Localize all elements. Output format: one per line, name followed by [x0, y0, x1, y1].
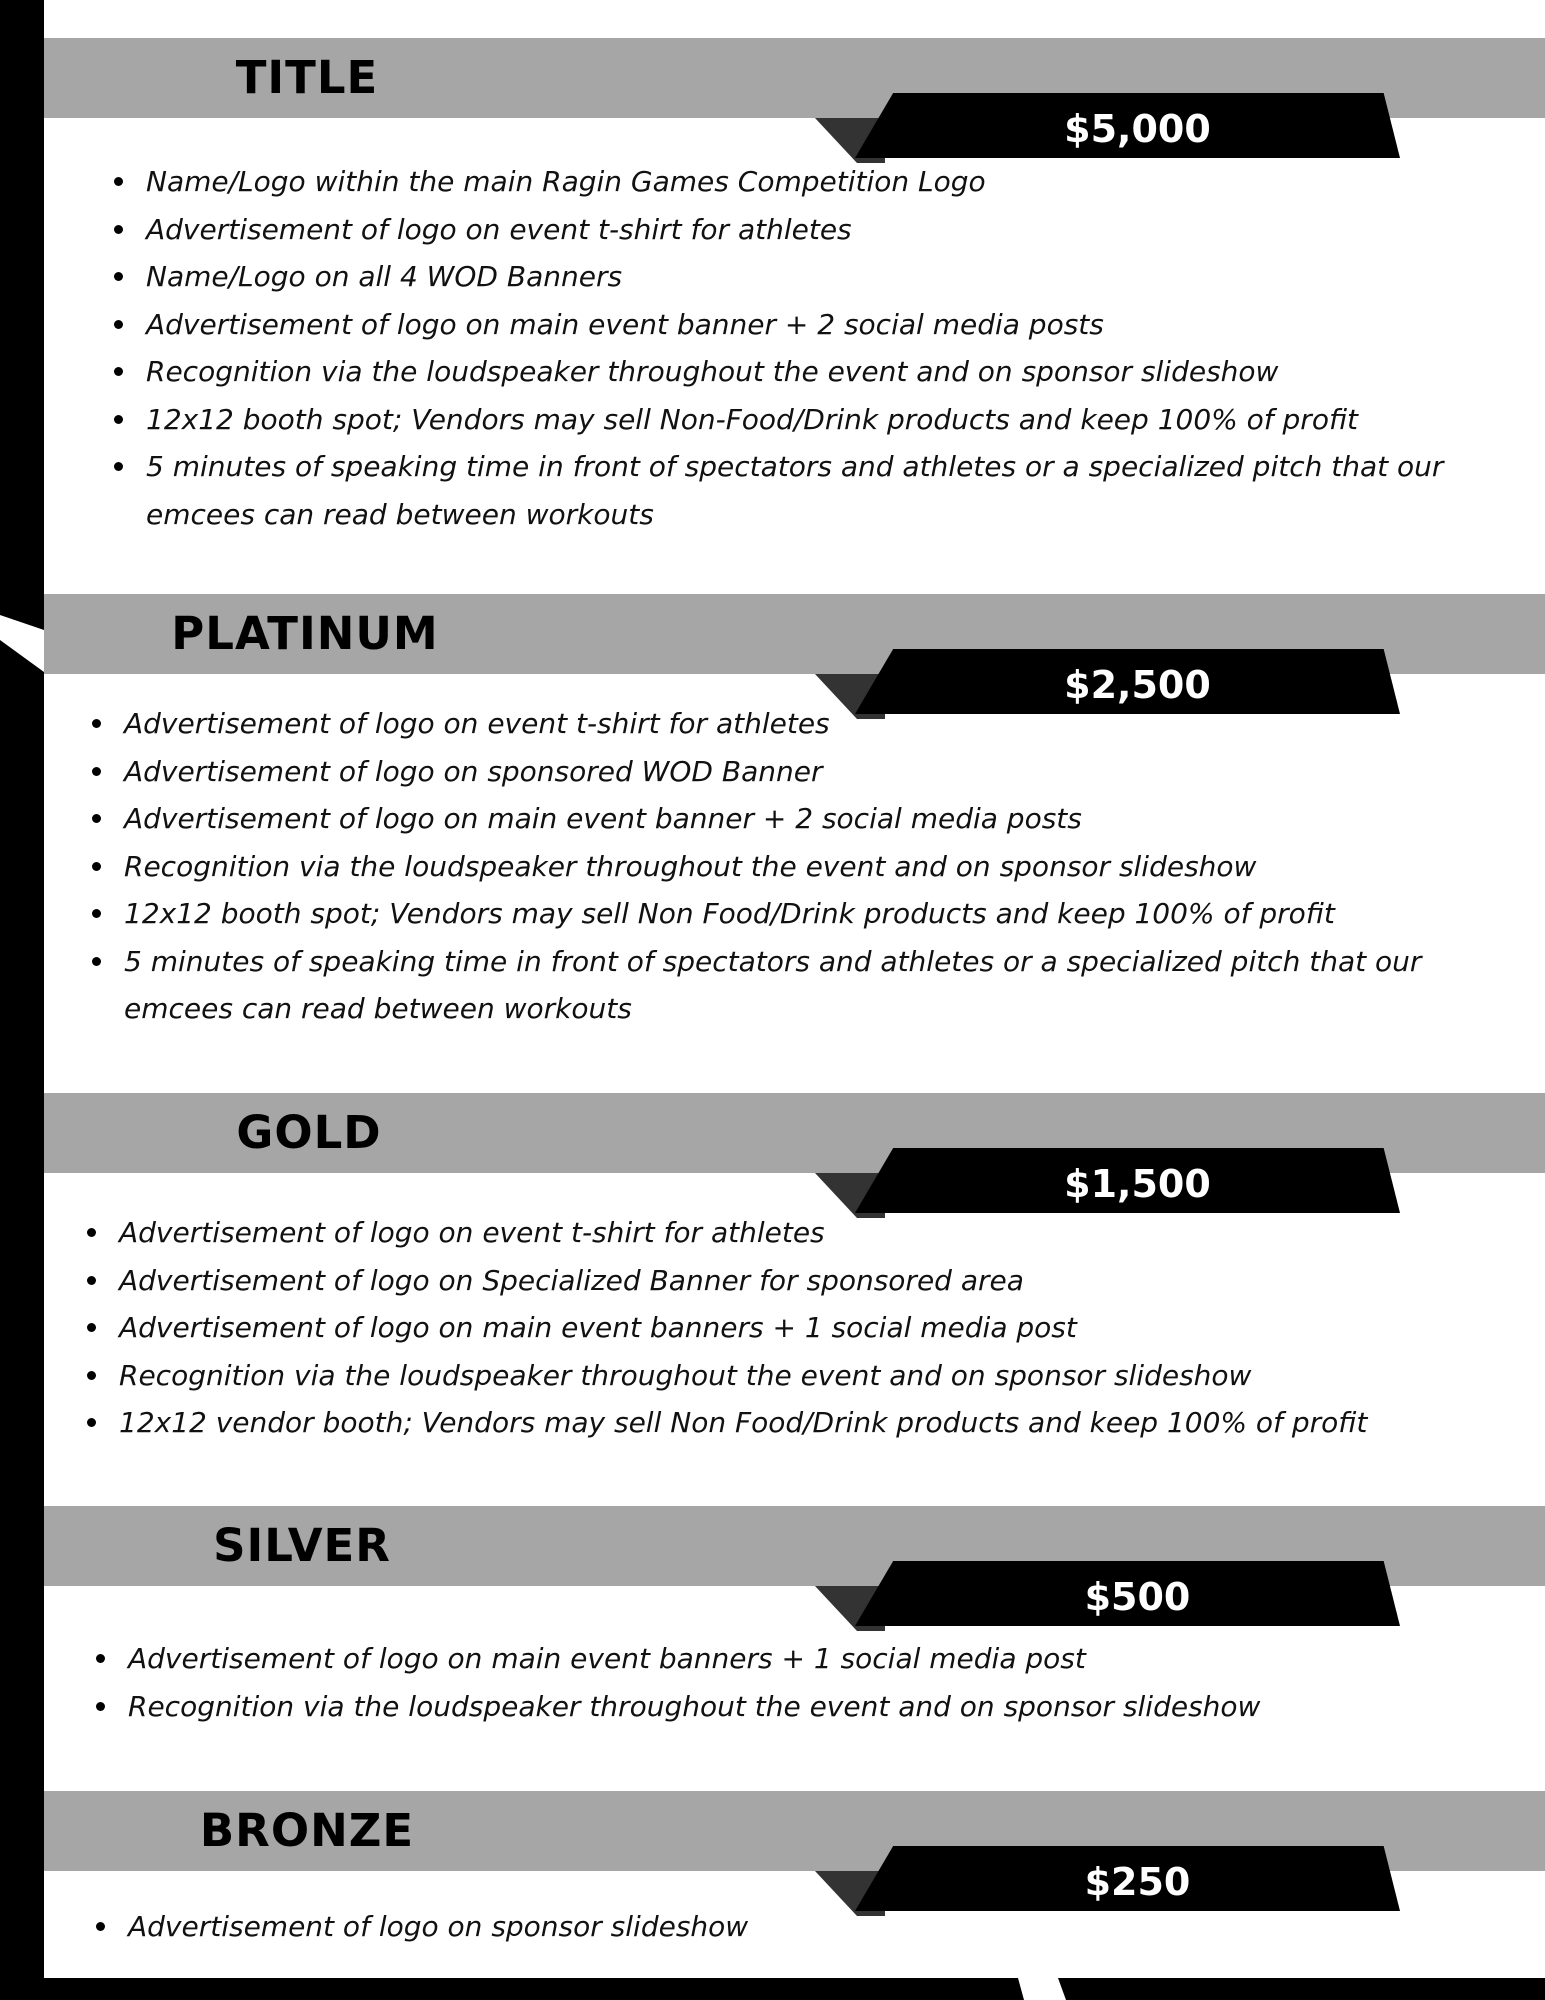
price-label: $2,500 [1064, 663, 1211, 707]
left-border-notch [0, 0, 60, 2000]
bottom-border-gap [1010, 1978, 1070, 2000]
benefit-list [96, 1903, 1476, 1951]
tier-name: BRONZE [199, 1804, 415, 1857]
tier-name: SILVER [213, 1519, 391, 1572]
tier-name: TITLE [235, 51, 379, 104]
price-label: $5,000 [1064, 107, 1211, 151]
benefit-item: Advertisement of logo on event t-shirt for athletes [114, 206, 1474, 254]
benefit-item: Name/Logo on all 4 WOD Banners [114, 253, 1474, 301]
benefit-item: Advertisement of logo on main event banner + 2 social media posts [92, 795, 1472, 843]
benefit-item: 5 minutes of speaking time in front of spectators and athletes or a specialized pitch that our emcees can read between workouts [92, 938, 1472, 1033]
benefit-item: Advertisement of logo on sponsor slideshow [96, 1903, 1476, 1951]
tier-name: PLATINUM [171, 607, 439, 660]
benefit-list [96, 1635, 1476, 1730]
price-label: $500 [1084, 1575, 1191, 1619]
benefit-item: Advertisement of logo on main event banners + 1 social media post [96, 1635, 1476, 1683]
benefit-item: Advertisement of logo on Specialized Banner for sponsored area [87, 1257, 1487, 1305]
benefit-list [92, 700, 1472, 1033]
benefit-item: Recognition via the loudspeaker throughout the event and on sponsor slideshow [87, 1352, 1487, 1400]
benefit-item: 5 minutes of speaking time in front of spectators and athletes or a specialized pitch that our emcees can read between workouts [114, 443, 1474, 538]
benefit-item: Advertisement of logo on event t-shirt for athletes [87, 1209, 1487, 1257]
benefit-item: 12x12 vendor booth; Vendors may sell Non Food/Drink products and keep 100% of profit [87, 1399, 1487, 1447]
benefit-item: Recognition via the loudspeaker throughout the event and on sponsor slideshow [96, 1683, 1476, 1731]
price-label: $250 [1084, 1860, 1191, 1904]
benefit-item: Recognition via the loudspeaker throughout the event and on sponsor slideshow [92, 843, 1472, 891]
benefit-item: 12x12 booth spot; Vendors may sell Non Food/Drink products and keep 100% of profit [92, 890, 1472, 938]
benefit-item: Recognition via the loudspeaker throughout the event and on sponsor slideshow [114, 348, 1474, 396]
benefit-item: Advertisement of logo on event t-shirt for athletes [92, 700, 1472, 748]
benefit-item: 12x12 booth spot; Vendors may sell Non-Food/Drink products and keep 100% of profit [114, 396, 1474, 444]
bottom-border-bar [0, 1978, 1545, 2000]
price-label: $1,500 [1064, 1162, 1211, 1206]
benefit-list [87, 1209, 1487, 1447]
benefit-item: Name/Logo within the main Ragin Games Competition Logo [114, 158, 1474, 206]
benefit-item: Advertisement of logo on sponsored WOD Banner [92, 748, 1472, 796]
tier-name: GOLD [236, 1106, 382, 1159]
benefit-list [114, 158, 1474, 538]
benefit-item: Advertisement of logo on main event banner + 2 social media posts [114, 301, 1474, 349]
benefit-item: Advertisement of logo on main event banners + 1 social media post [87, 1304, 1487, 1352]
